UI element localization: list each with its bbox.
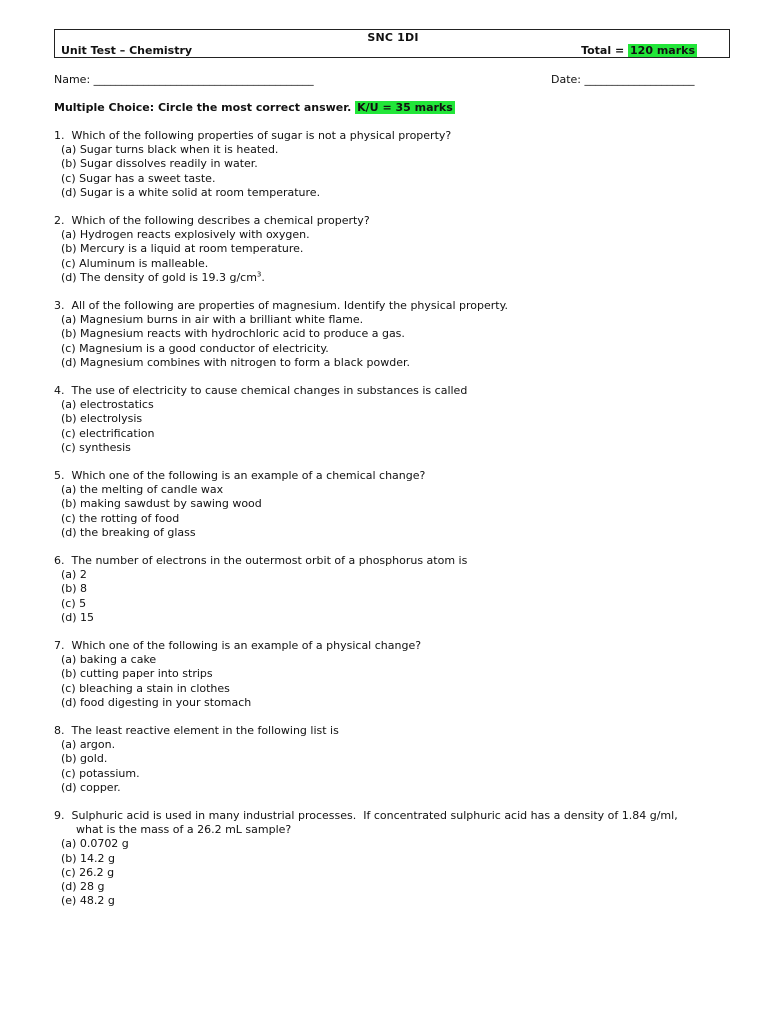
question-stem: 2. Which of the following describes a chemical property? (54, 214, 370, 227)
date-blank[interactable]: ____________________ (584, 73, 695, 86)
option-c[interactable]: (c) Sugar has a sweet taste. (61, 171, 216, 185)
unit-title: Unit Test – Chemistry (61, 44, 193, 57)
option-d[interactable]: (d) Magnesium combines with nitrogen to form a black powder. (61, 355, 410, 369)
date-field[interactable] (551, 73, 695, 86)
name-label: Name: (54, 73, 91, 86)
option-c[interactable]: (c) electrification (61, 426, 155, 440)
option-c[interactable]: (c) bleaching a stain in clothes (61, 681, 230, 695)
question-7 (54, 639, 421, 710)
option-c[interactable]: (c) Aluminum is malleable. (61, 256, 209, 270)
option-a[interactable]: (a) Hydrogen reacts explosively with oxygen. (61, 228, 310, 242)
question-stem: 4. The use of electricity to cause chemical changes in substances is called (54, 384, 468, 397)
option-d-period: . (261, 270, 265, 284)
total-value-highlight: 120 marks (630, 44, 695, 57)
option-a[interactable]: (a) the melting of candle wax (61, 483, 224, 497)
superscript-3: 3 (256, 270, 262, 279)
option-list (54, 568, 467, 625)
option-a[interactable]: (a) 2 (61, 568, 87, 582)
option-a[interactable]: (a) electrostatics (61, 398, 154, 412)
option-c[interactable]: (c) the rotting of food (61, 511, 180, 525)
question-2 (54, 214, 370, 285)
option-b[interactable]: (b) Mercury is a liquid at room temperature. (61, 242, 304, 256)
question-stem: 5. Which one of the following is an example of a chemical change? (54, 469, 426, 482)
total-label: Total = (581, 44, 625, 57)
question-6 (54, 554, 467, 625)
question-stem: 9. Sulphuric acid is used in many industrial processes. If concentrated sulphuric acid has a density of 1.84 g/ml, (54, 809, 678, 822)
option-e[interactable]: (e) 48.2 g (61, 894, 115, 908)
name-field[interactable] (54, 73, 314, 86)
option-d[interactable]: (d) food digesting in your stomach (61, 695, 252, 709)
question-1 (54, 129, 451, 200)
question-stem: 7. Which one of the following is an example of a physical change? (54, 639, 422, 652)
header-box (54, 29, 730, 58)
option-d[interactable]: (d) Sugar is a white solid at room temperature. (61, 185, 321, 199)
question-stem: 1. Which of the following properties of sugar is not a physical property? (54, 129, 452, 142)
option-a[interactable]: (a) baking a cake (61, 653, 157, 667)
question-3 (54, 299, 508, 370)
option-list (54, 228, 370, 285)
name-blank[interactable]: ________________________________________ (93, 73, 314, 86)
option-a[interactable]: (a) 0.0702 g (61, 837, 129, 851)
option-d-text: (d) The density of gold is 19.3 g/cm (61, 270, 257, 284)
section-marks-highlight: K/U = 35 marks (357, 101, 453, 114)
option-list (54, 653, 421, 710)
option-list (54, 738, 339, 795)
date-label: Date: (551, 73, 581, 86)
option-c[interactable]: (c) potassium. (61, 766, 140, 780)
course-code: SNC 1DI (367, 31, 419, 44)
option-d[interactable]: (d) 15 (61, 610, 95, 624)
option-d[interactable]: (d) copper. (61, 780, 121, 794)
option-c[interactable]: (c) Magnesium is a good conductor of electricity. (61, 341, 329, 355)
question-stem-continued: what is the mass of a 26.2 mL sample? (76, 823, 292, 837)
option-list (54, 143, 451, 200)
question-8 (54, 724, 339, 795)
question-9 (54, 809, 678, 908)
question-stem: 3. All of the following are properties of magnesium. Identify the physical property. (54, 299, 509, 312)
question-stem: 8. The least reactive element in the following list is (54, 724, 339, 737)
option-b[interactable]: (b) cutting paper into strips (61, 667, 213, 681)
option-b[interactable]: (b) Sugar dissolves readily in water. (61, 157, 258, 171)
option-d[interactable]: (d) the breaking of glass (61, 525, 196, 539)
option-d[interactable]: (d) 28 g (61, 880, 105, 894)
option-b[interactable]: (b) electrolysis (61, 412, 143, 426)
total-marks (581, 44, 697, 57)
option-d[interactable] (61, 271, 370, 285)
section-heading (54, 101, 455, 114)
option-b[interactable]: (b) making sawdust by sawing wood (61, 497, 262, 511)
section-instructions: Multiple Choice: Circle the most correct answer. (54, 101, 352, 114)
question-5 (54, 469, 425, 540)
option-b[interactable]: (b) 8 (61, 582, 88, 596)
option-list (54, 483, 425, 540)
option-b[interactable]: (b) 14.2 g (61, 851, 116, 865)
option-list (54, 398, 467, 455)
option-b[interactable]: (b) gold. (61, 752, 108, 766)
question-stem: 6. The number of electrons in the outermost orbit of a phosphorus atom is (54, 554, 468, 567)
option-b[interactable]: (b) Magnesium reacts with hydrochloric acid to produce a gas. (61, 327, 405, 341)
option-list (54, 837, 678, 908)
option-a[interactable]: (a) Sugar turns black when it is heated. (61, 143, 279, 157)
option-d[interactable]: (c) synthesis (61, 440, 131, 454)
option-a[interactable]: (a) Magnesium burns in air with a brilliant white flame. (61, 313, 364, 327)
question-4 (54, 384, 467, 455)
option-a[interactable]: (a) argon. (61, 738, 116, 752)
option-c[interactable]: (c) 26.2 g (61, 865, 115, 879)
option-list (54, 313, 508, 370)
option-c[interactable]: (c) 5 (61, 596, 87, 610)
